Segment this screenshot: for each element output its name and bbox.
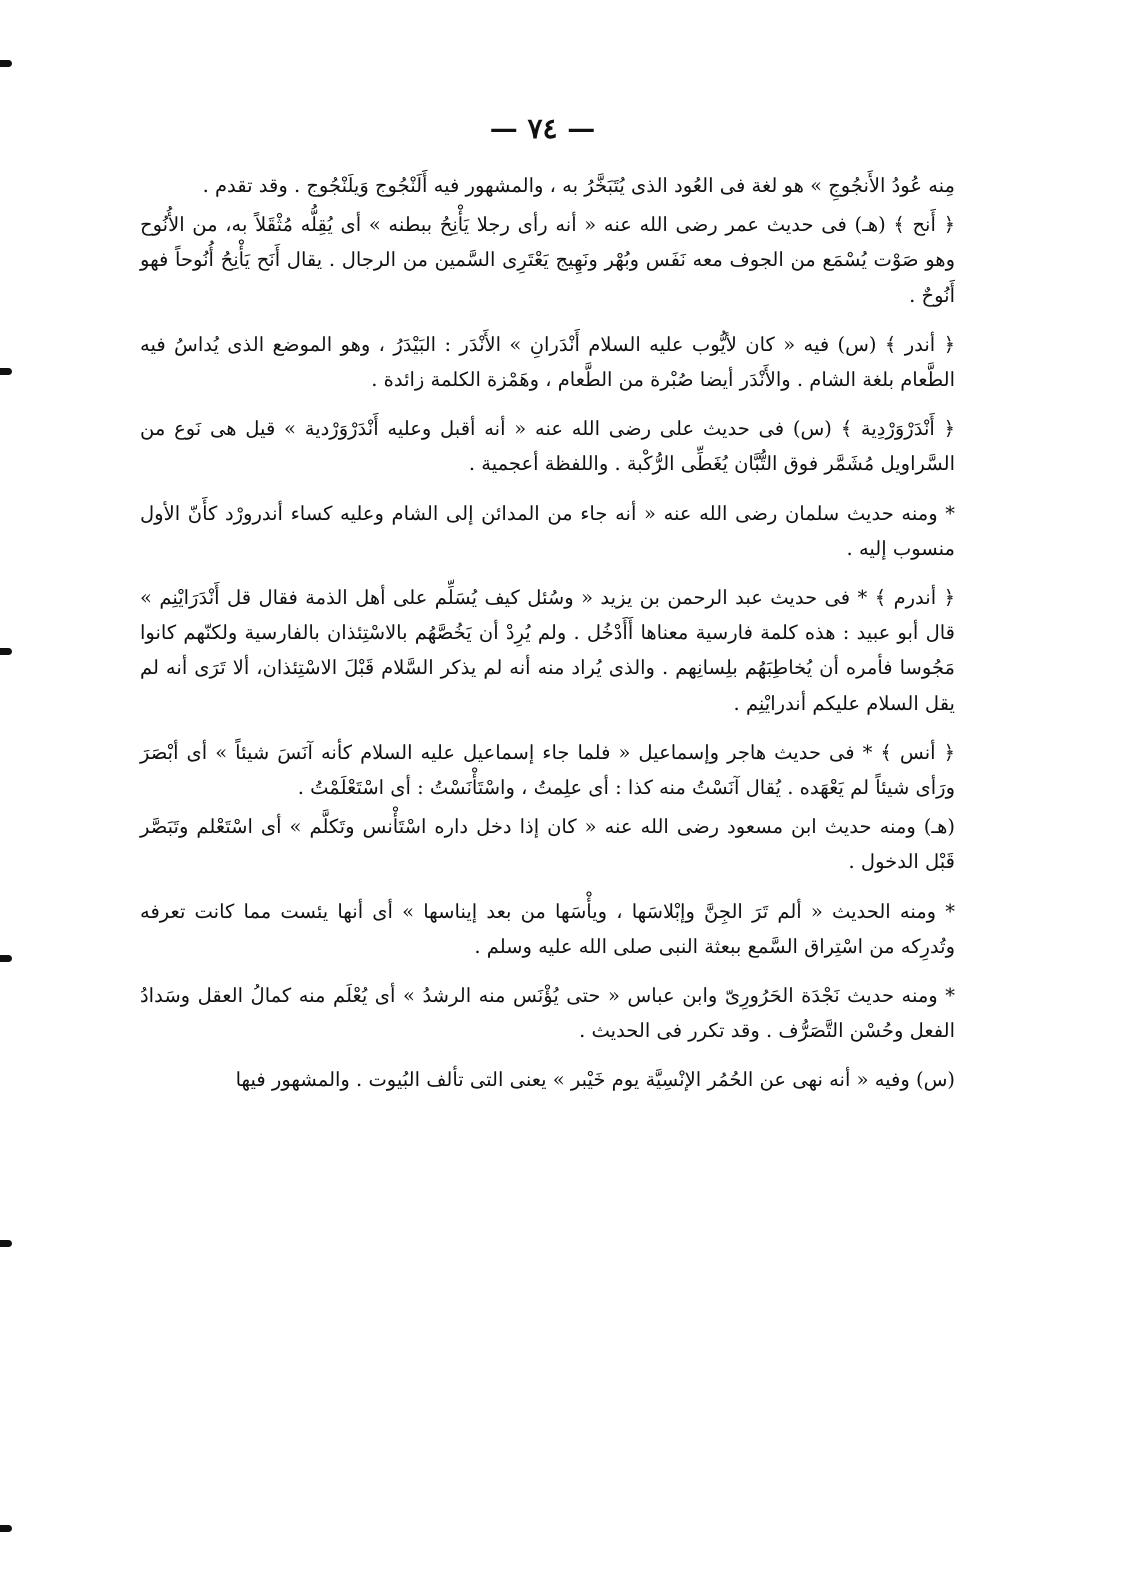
subentry-salman: * ومنه حديث سلمان رضى الله عنه « أنه جاء من المدائن إلى الشام وعليه كساء أندرورْد كأَنّ الأول منسوب إليه .	[140, 501, 955, 560]
scan-edge-mark	[0, 368, 12, 375]
subentry-jinn: * ومنه الحديث « ألم تَرَ الجِنَّ وإبْلاسَها ، ويأْسَها من بعد إيناسها » أى أنها يئست مما كانت تعرفه وتُدرِكه من اسْتِراق السَّمع ببعثة النبى صلى الله عليه وسلم .	[140, 899, 955, 958]
entry-andaram: ﴿ أندرم ﴾ * فى حديث عبد الرحمن بن يزيد « وسُئل كيف يُسَلِّم على أهل الذمة فقال قل أَنْدَرَايْنِم » قال أبو عبيد : هذه كلمة فارسية معناها أَأَدْخُل . ولم يُرِدْ أن يَخُصَّهُم بالاسْتِئذان بالفارسية ولكنّهم كانوا مَجُوسا فأمره أن يُخاطِبَهُم بلِسانِهم . والذى يُراد منه أنه لم يذكر السَّلام قَبْلَ الاسْتِئذان، ألا تَرَى أنه لم يقل السلام عليكم أندرايْنِم .	[140, 586, 955, 715]
scan-edge-mark	[0, 1240, 12, 1247]
main-text	[140, 168, 955, 1102]
subentry-najda: * ومنه حديث نَجْدَة الحَرُورِىّ وابن عباس « حتى يُؤْنَس منه الرشدُ » أى يُعْلَم منه كمالُ العقل وسَدادُ الفعل وحُسْن التَّصَرُّف . وقد تكرر فى الحديث .	[140, 984, 955, 1043]
scan-edge-mark	[0, 648, 12, 655]
scan-edge-mark	[0, 60, 12, 67]
page-number: — ٧٤ —	[489, 112, 596, 145]
entry-andarwardiya: ﴿ أَنْدَرْوَرْدِية ﴾ (س) فى حديث على رضى الله عنه « أنه أقبل وعليه أَنْدَرْوَرْدية » قيل هى نَوع من السَّراويل مُشَمَّر فوق التُّبَّان يُغَطِّى الرُّكْبة . واللفظة أعجمية .	[140, 417, 955, 476]
subentry-ibn-masud: (هـ) ومنه حديث ابن مسعود رضى الله عنه « كان إذا دخل داره اسْتَأْنس وتَكلَّم » أى اسْتَعْلم وتَبَصَّر قَبْل الدخول .	[140, 815, 955, 874]
entry-anah: ﴿ أَنح ﴾ (هـ) فى حديث عمر رضى الله عنه « أنه رأى رجلا يَأْنِحُ ببطنه » أى يُقِلُّه مُثْقَلاً به، من الأُنُوح وهو صَوْت يُسْمَع من الجوف معه نَفَس وبُهْر ونَهِيج يَعْتَرِى السَّمين من الرجال . يقال أَنَح يَأْنِحُ أُنُوحاً فهو أَنُوحٌ .	[140, 213, 955, 307]
entry-andar: ﴿ أندر ﴾ (س) فيه « كان لأيُّوب عليه السلام أَنْدَرانِ » الأَنْدَر : البَيْدَرُ ، وهو الموضع الذى يُداسُ فيه الطَّعام بلغة الشام . والأَنْدَر أيضا صُبْرة من الطَّعام ، وهَمْزة الكلمة زائدة .	[140, 332, 955, 392]
paragraph-anjuj-continuation: مِنه عُودُ الأَنجُوجِ » هو لغة فى العُود الذى يُتَبَخَّرُ به ، والمشهور فيه أَلَنْجُوج وَيلَنْجُوج . وقد تقدم .	[202, 174, 955, 197]
scan-edge-mark	[0, 955, 12, 962]
scan-edge-mark	[0, 1525, 12, 1532]
entry-anas: ﴿ أنس ﴾ * فى حديث هاجر وإسماعيل « فلما جاء إسماعيل عليه السلام كأنه آنَسَ شيئاً » أى أبْصَرَ ورَأى شيئاً لم يَعْهَده . يُقال آنَسْتُ منه كذا : أى علِمتُ ، واسْتَأْنَسْتُ : أى اسْتَعْلَمْتُ .	[140, 740, 955, 800]
subentry-humur: (س) وفيه « أنه نهى عن الحُمُر الإنْسِيَّة يوم خَيْبر » يعنى التى تألف البُيوت . والمشهور فيها	[235, 1068, 955, 1092]
